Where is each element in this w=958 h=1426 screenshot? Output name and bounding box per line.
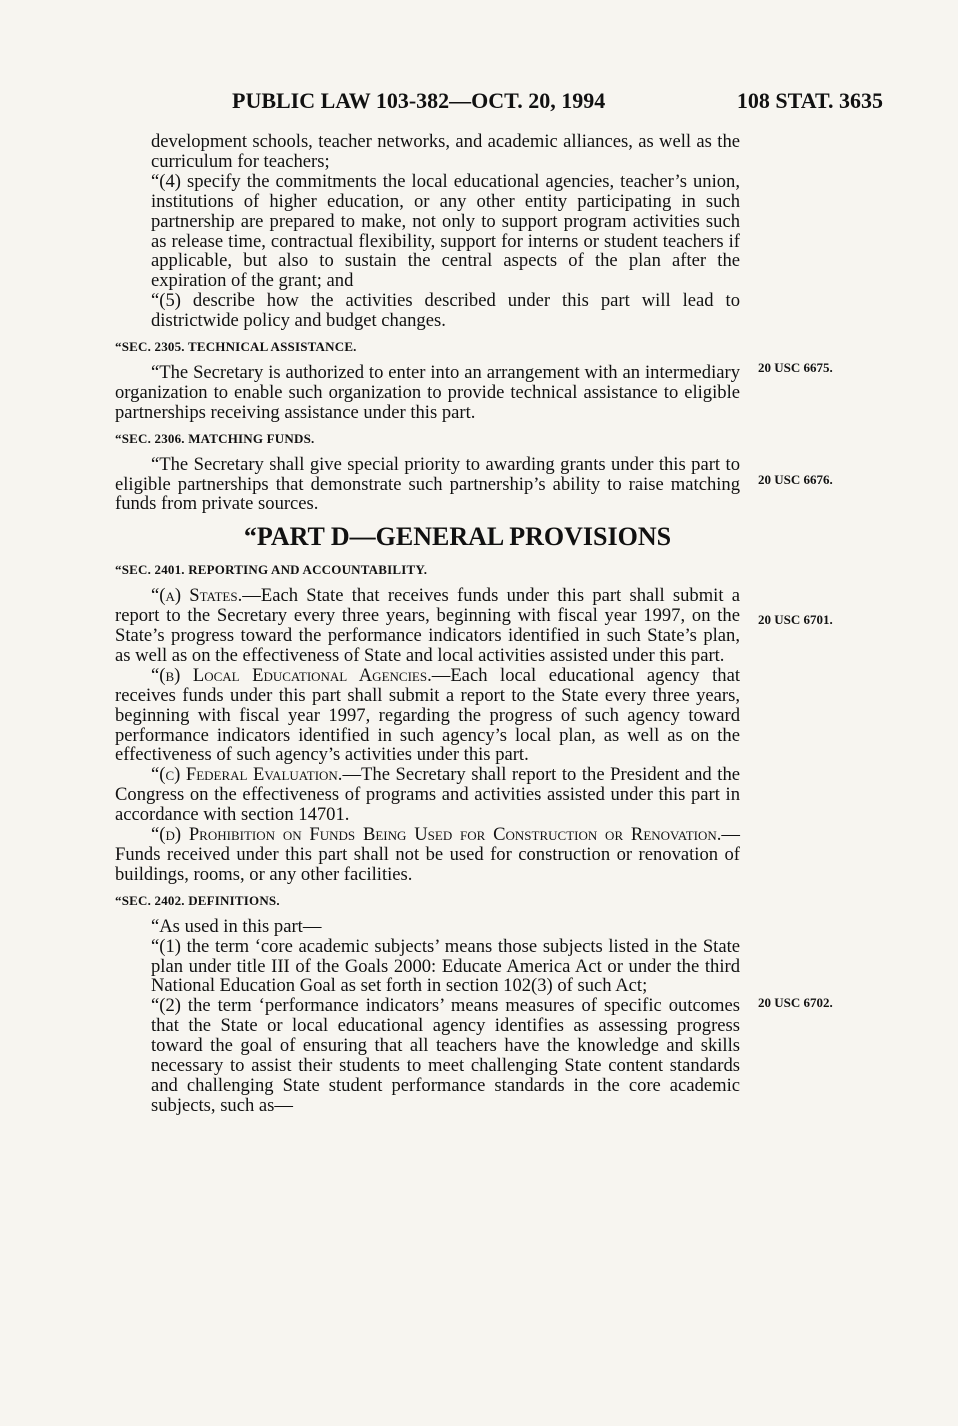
paragraph: “(5) describe how the activities described under this part will lead to districtwide policy and budget changes.	[151, 290, 740, 332]
section-heading-2401: “SEC. 2401. REPORTING AND ACCOUNTABILITY.	[115, 562, 428, 578]
paragraph: “As used in this part—	[151, 915, 322, 937]
subsection-label: “(a) States.	[151, 585, 243, 607]
margin-note-6701: 20 USC 6701.	[758, 612, 833, 627]
page-header	[115, 88, 883, 118]
paragraph: development schools, teacher networks, and academic alliances, as well as the curriculum for teachers;	[151, 131, 740, 172]
part-heading: “PART D—GENERAL PROVISIONS	[243, 522, 672, 552]
paragraph: “The Secretary is authorized to enter into an arrangement with an intermediary organization to enable such organization to provide technical assistance to eligible partnerships receiving assistance under this part.	[115, 361, 740, 423]
subsection-label: “(d) Prohibition on Funds Being Used for Construction or Renovation.	[151, 824, 722, 846]
margin-note-6702: 20 USC 6702.	[758, 995, 833, 1010]
subsection-c: “(c) Federal Evaluation.—The Secretary shall report to the President and the Congress on the effectiveness of programs and activities assisted under this part in accordance with section 14701.	[115, 764, 740, 826]
margin-note-6675: 20 USC 6675.	[758, 360, 833, 375]
section-heading-2402: “SEC. 2402. DEFINITIONS.	[115, 892, 280, 908]
paragraph: “(4) specify the commitments the local educational agencies, teacher’s union, institutions of higher education, or any other entity participating in such partnership are prepared to make, not only to support program activities such as release time, contractual flexibility, support for interns or student teachers if applicable, but also to sustain the central aspects of the plan after the expiration of the grant; and	[151, 170, 740, 292]
subsection-d: “(d) Prohibition on Funds Being Used for Construction or Renovation.—Funds received under this part shall not be used for construction or renovation of buildings, rooms, or any other facilities.	[115, 824, 740, 885]
subsection-label: “(b) Local Educational Agencies.	[151, 664, 432, 686]
paragraph: “The Secretary shall give special priority to awarding grants under this part to eligible partnerships that demonstrate such partnership’s ability to raise matching funds from private sources.	[115, 453, 740, 515]
definition-2: “(2) the term ‘performance indicators’ means measures of specific outcomes that the State or local educational agency identifies as assessing progress toward the goal of ensuring that all teachers have the knowledge and skills necessary to assist their students to meet challenging State content standards and challenging State student performance standards in the core academic subjects, such as—	[151, 995, 740, 1116]
subsection-a: “(a) States.—Each State that receives funds under this part shall submit a report to the Secretary every three years, beginning with fiscal year 1997, on the State’s progress toward the performance indicators identified in such State’s plan, as well as on the effectiveness of State and local activities assisted under this part.	[115, 585, 741, 666]
subsection-label: “(c) Federal Evaluation.	[151, 764, 343, 786]
header-law-citation: PUBLIC LAW 103-382—OCT. 20, 1994	[232, 88, 606, 113]
subsection-b: “(b) Local Educational Agencies.—Each local educational agency that receives funds under this part shall submit a report to the State every three years, beginning with fiscal year 1997, regarding the progress of such agency toward performance indicators identified in such agency’s local plan, as well as on the effectiveness of such agency’s activities under this part.	[115, 664, 740, 766]
section-heading-2306: “SEC. 2306. MATCHING FUNDS.	[115, 430, 315, 446]
document-body	[115, 132, 740, 1116]
margin-note-6676: 20 USC 6676.	[758, 472, 833, 487]
section-heading-2305: “SEC. 2305. TECHNICAL ASSISTANCE.	[115, 339, 357, 355]
definition-1: “(1) the term ‘core academic subjects’ means those subjects listed in the State plan under title III of the Goals 2000: Educate America Act or under the third National Education Goal as set forth in section 102(3) of such Act;	[151, 935, 740, 997]
header-stat-page: 108 STAT. 3635	[736, 88, 883, 113]
